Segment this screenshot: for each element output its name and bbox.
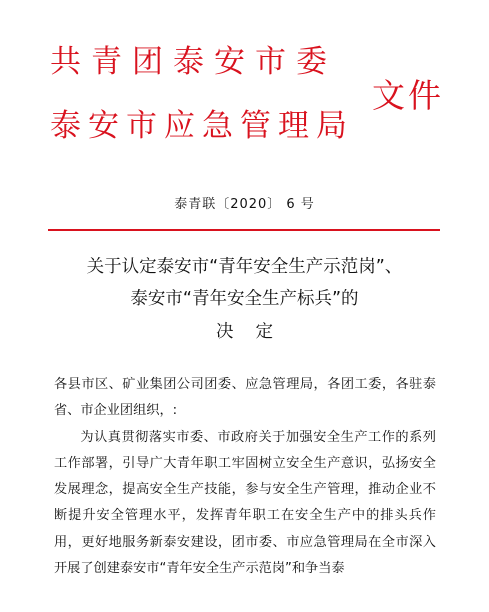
document-number: 泰青联〔2020〕 6 号 [174,197,315,212]
title-line-1: 关于认定泰安市“青年安全生产示范岗”、 [86,257,403,277]
document-body [54,372,436,582]
document-type-label: 文件 [372,76,444,115]
body-paragraph-1: 为认真贯彻落实市委、市政府关于加强安全生产工作的系列工作部署，引导广大青年职工牢固树立安全生产意识，弘扬安全发展理念，提高安全生产技能，参与安全生产管理，推动企业不断提升安全管理水平，发挥青年职工在安全生产中的排头兵作用，更好地服务新泰安建设，团市委、市应急管理局在全市深入开展了创建泰安市“青年安全生产示范岗”和争当泰 [54,429,436,577]
title-line-3: 决定 [216,322,295,342]
title-line-2: 泰安市“青年安全生产标兵”的 [130,289,359,309]
red-separator-line [48,229,440,231]
issuer-name-line-1: 共青团泰安市委 [50,44,337,80]
issuer-name-line-2: 泰安市应急管理局 [50,108,354,144]
addressee-paragraph: 各县市区、矿业集团公司团委、应急管理局，各团工委，各驻泰省、市企业团组织，: [54,377,436,419]
